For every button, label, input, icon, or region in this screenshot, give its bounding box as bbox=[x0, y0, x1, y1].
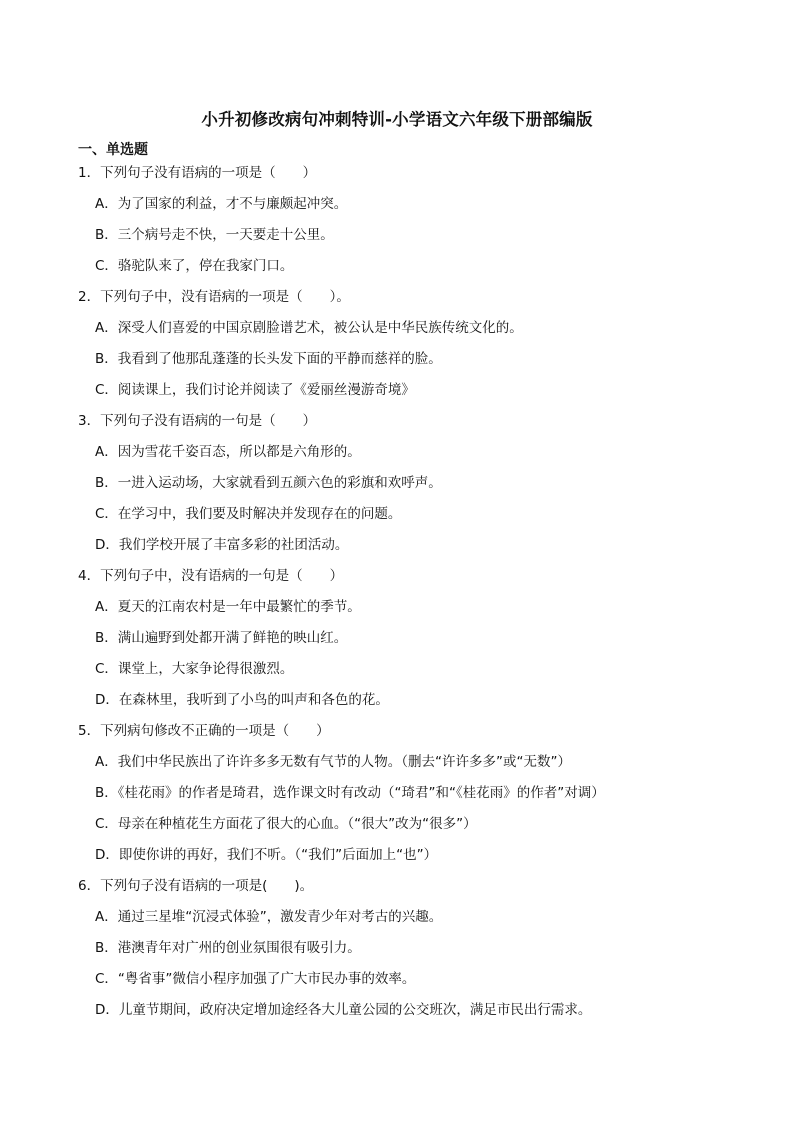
question-stem: 4．下列句子中，没有语病的一句是（ ） bbox=[78, 568, 344, 584]
question-stem: 6．下列句子没有语病的一项是( )。 bbox=[78, 878, 314, 894]
option-b: B．我看到了他那乱蓬蓬的长头发下面的平静而慈祥的脸。 bbox=[95, 351, 442, 367]
question-6 bbox=[0, 875, 794, 1030]
option-c: C．在学习中，我们要及时解决并发现存在的问题。 bbox=[95, 506, 402, 522]
option-d: D．儿童节期间，政府决定增加途经各大儿童公园的公交班次，满足市民出行需求。 bbox=[95, 1002, 592, 1018]
option-a: A．我们中华民族出了许许多多无数有气节的人物。（删去“许许多多”或“无数”） bbox=[95, 754, 571, 770]
option-c: C．母亲在种植花生方面花了很大的心血。（“很大”改为“很多”） bbox=[95, 816, 477, 832]
option-a: A．因为雪花千姿百态，所以都是六角形的。 bbox=[95, 444, 361, 460]
option-d: D．即使你讲的再好，我们不听。（“我们”后面加上“也”） bbox=[95, 847, 438, 863]
option-c: C．课堂上，大家争论得很激烈。 bbox=[95, 661, 294, 677]
option-c: C．阅读课上，我们讨论并阅读了《爱丽丝漫游奇境》 bbox=[95, 382, 415, 398]
question-stem: 1．下列句子没有语病的一项是（ ） bbox=[78, 165, 317, 181]
option-b: B．港澳青年对广州的创业氛围很有吸引力。 bbox=[95, 940, 361, 956]
option-b: B．三个病号走不快，一天要走十公里。 bbox=[95, 227, 334, 243]
question-5 bbox=[0, 720, 794, 875]
question-stem: 2．下列句子中，没有语病的一项是（ ）。 bbox=[78, 289, 350, 305]
option-a: A．深受人们喜爱的中国京剧脸谱艺术，被公认是中华民族传统文化的。 bbox=[95, 320, 523, 336]
option-d: D．我们学校开展了丰富多彩的社团活动。 bbox=[95, 537, 349, 553]
section-heading: 一、单选题 bbox=[78, 142, 148, 158]
option-a: A．夏天的江南农村是一年中最繁忙的季节。 bbox=[95, 599, 361, 615]
option-c: C．“粤省事”微信小程序加强了广大市民办事的效率。 bbox=[95, 971, 416, 987]
option-a: A．为了国家的利益，才不与廉颇起冲突。 bbox=[95, 196, 348, 212]
option-b: B．一进入运动场，大家就看到五颜六色的彩旗和欢呼声。 bbox=[95, 475, 442, 491]
document-title: 小升初修改病句冲刺特训-小学语文六年级下册部编版 bbox=[201, 110, 593, 129]
question-stem: 3．下列句子没有语病的一句是（ ） bbox=[78, 413, 317, 429]
option-d: D．在森林里，我听到了小鸟的叫声和各色的花。 bbox=[95, 692, 389, 708]
option-a: A．通过三星堆“沉浸式体验”，激发青少年对考古的兴趣。 bbox=[95, 909, 443, 925]
question-1 bbox=[0, 162, 794, 286]
question-list bbox=[0, 162, 794, 1030]
question-3 bbox=[0, 410, 794, 565]
option-b: B．满山遍野到处都开满了鲜艳的映山红。 bbox=[95, 630, 348, 646]
question-2 bbox=[0, 286, 794, 410]
option-b: B．《桂花雨》的作者是琦君，选作课文时有改动（“琦君”和“《桂花雨》的作者”对调） bbox=[95, 785, 605, 801]
question-4 bbox=[0, 565, 794, 720]
question-stem: 5．下列病句修改不正确的一项是（ ） bbox=[78, 723, 330, 739]
option-c: C．骆驼队来了，停在我家门口。 bbox=[95, 258, 294, 274]
